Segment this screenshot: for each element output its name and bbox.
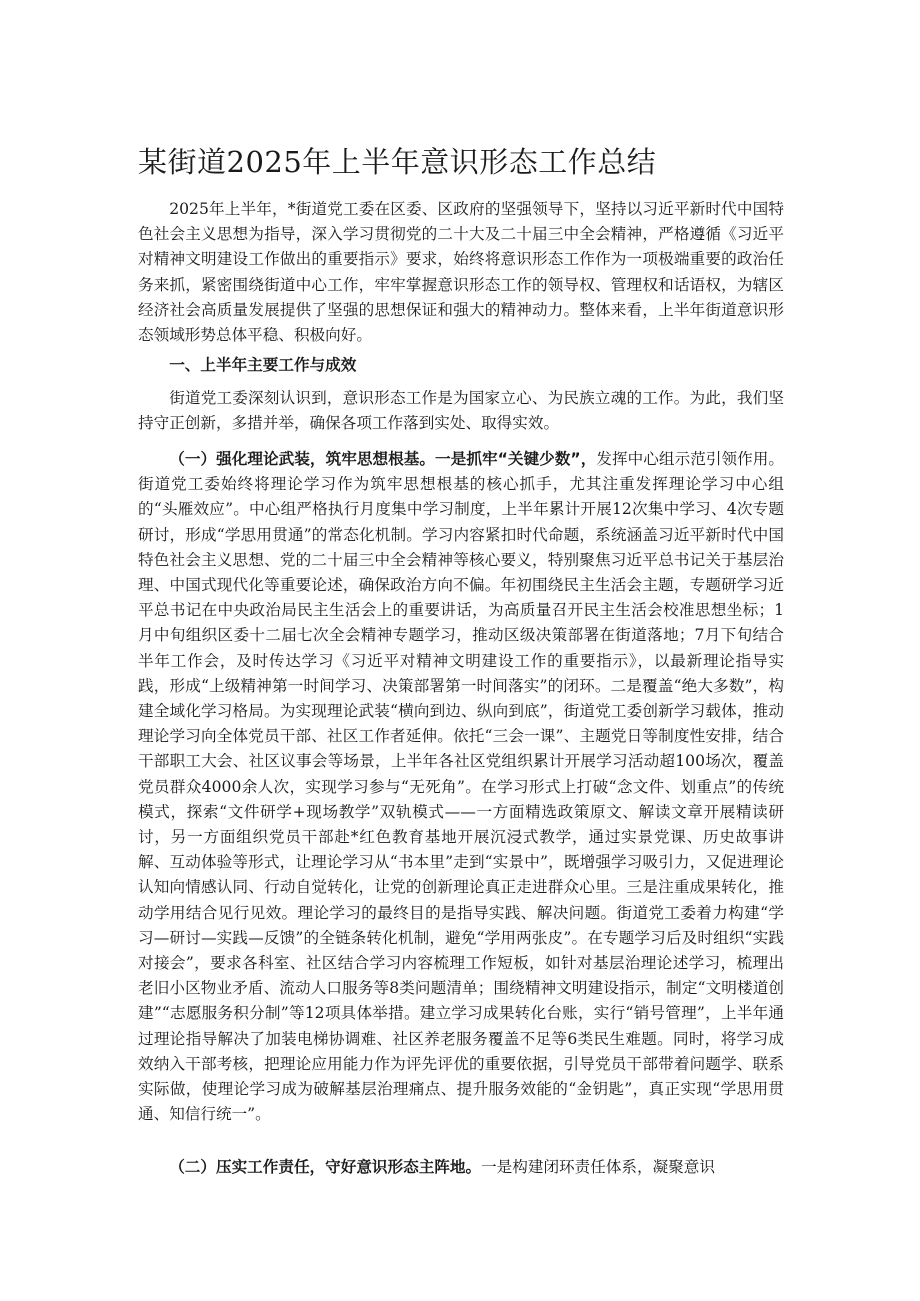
item-one-lead: （一）强化理论武装，筑牢思想根基。一是抓牢“关键少数”，	[169, 450, 597, 468]
item-one-paragraph	[138, 447, 784, 1127]
item-two-paragraph	[138, 1155, 784, 1180]
section-heading: 一、上半年主要工作与成效	[169, 356, 357, 374]
intro-paragraph: 2025年上半年，*街道党工委在区委、区政府的坚强领导下，坚持以习近平新时代中国特色社会主义思想为指导，深入学习贯彻党的二十大及二十届三中全会精神，严格遵循《习近平对精神文明建设工作做出的重要指示》要求，始终将意识形态工作作为一项极端重要的政治任务来抓，紧密围绕街道中心工作，牢牢掌握意识形态工作的领导权、管理权和话语权，为辖区经济社会高质量发展提供了坚强的思想保证和强大的精神动力。整体来看，上半年街道意识形态领域形势总体平稳、积极向好。	[138, 200, 784, 345]
item-one-body: 发挥中心组示范引领作用。街道党工委始终将理论学习作为筑牢思想根基的核心抓手，尤其注重发挥理论学习中心组的“头雁效应”。中心组严格执行月度集中学习制度，上半年累计开展12次集中学习、4次专题研讨，形成“学思用贯通”的常态化机制。学习内容紧扣时代命题，系统涵盖习近平新时代中国特色社会主义思想、党的二十届三中全会精神等核心要义，特别聚焦习近平总书记关于基层治理、中国式现代化等重要论述，确保政治方向不偏。年初围绕民主生活会主题，专题研学习近平总书记在中央政治局民主生活会上的重要讲话，为高质量召开民主生活会校准思想坐标；1月中旬组织区委十二届七次全会精神专题学习，推动区级决策部署在街道落地；7月下旬结合半年工作会，及时传达学习《习近平对精神文明建设工作的重要指示》，以最新理论指导实践，形成“上级精神第一时间学习、决策部署第一时间落实”的闭环。二是覆盖“绝大多数”，构建全域化学习格局。为实现理论武装“横向到边、纵向到底”，街道党工委创新学习载体，推动理论学习向全体党员干部、社区工作者延伸。依托“三会一课”、主题党日等制度性安排，结合干部职工大会、社区议事会等场景，上半年各社区党组织累计开展学习活动超100场次，覆盖党员群众4000余人次，实现学习参与“无死角”。在学习形式上打破“念文件、划重点”的传统模式，探索“文件研学+现场教学”双轨模式——一方面精选政策原文、解读文章开展精读研讨，另一方面组织党员干部赴*红色教育基地开展沉浸式教学，通过实景党课、历史故事讲解、互动体验等形式，让理论学习从“书本里”走到“实景中”，既增强学习吸引力，又促进理论认知向情感认同、行动自觉转化，让党的创新理论真正走进群众心里。三是注重成果转化，推动学用结合见行见效。理论学习的最终目的是指导实践、解决问题。街道党工委着力构建“学习—研讨—实践—反馈”的全链条转化机制，避免“学用两张皮”。在专题学习后及时组织“实践对接会”，要求各科室、社区结合学习内容梳理工作短板，如针对基层治理论述学习，梳理出老旧小区物业矛盾、流动人口服务等8类问题清单；围绕精神文明建设指示，制定“文明楼道创建”“志愿服务积分制”等12项具体举措。建立学习成果转化台账，实行“销号管理”，上半年通过理论指导解决了加装电梯协调难、社区养老服务覆盖不足等6类民生难题。同时，将学习成效纳入干部考核，把理论应用能力作为评先评优的重要依据，引导党员干部带着问题学、联系实际做，使理论学习成为破解基层治理痛点、提升服务效能的“金钥匙”，真正实现“学思用贯通、知信行统一”。	[138, 450, 784, 1124]
item-two-lead: （二）压实工作责任，守好意识形态主阵地。	[169, 1158, 482, 1176]
section-intro-paragraph: 街道党工委深刻认识到，意识形态工作是为国家立心、为民族立魂的工作。为此，我们坚持守正创新，多措并举，确保各项工作落到实处、取得实效。	[138, 389, 784, 433]
document-title: 某街道2025年上半年意识形态工作总结	[138, 145, 657, 179]
item-two-body: 一是构建闭环责任体系，凝聚意识	[481, 1158, 715, 1176]
